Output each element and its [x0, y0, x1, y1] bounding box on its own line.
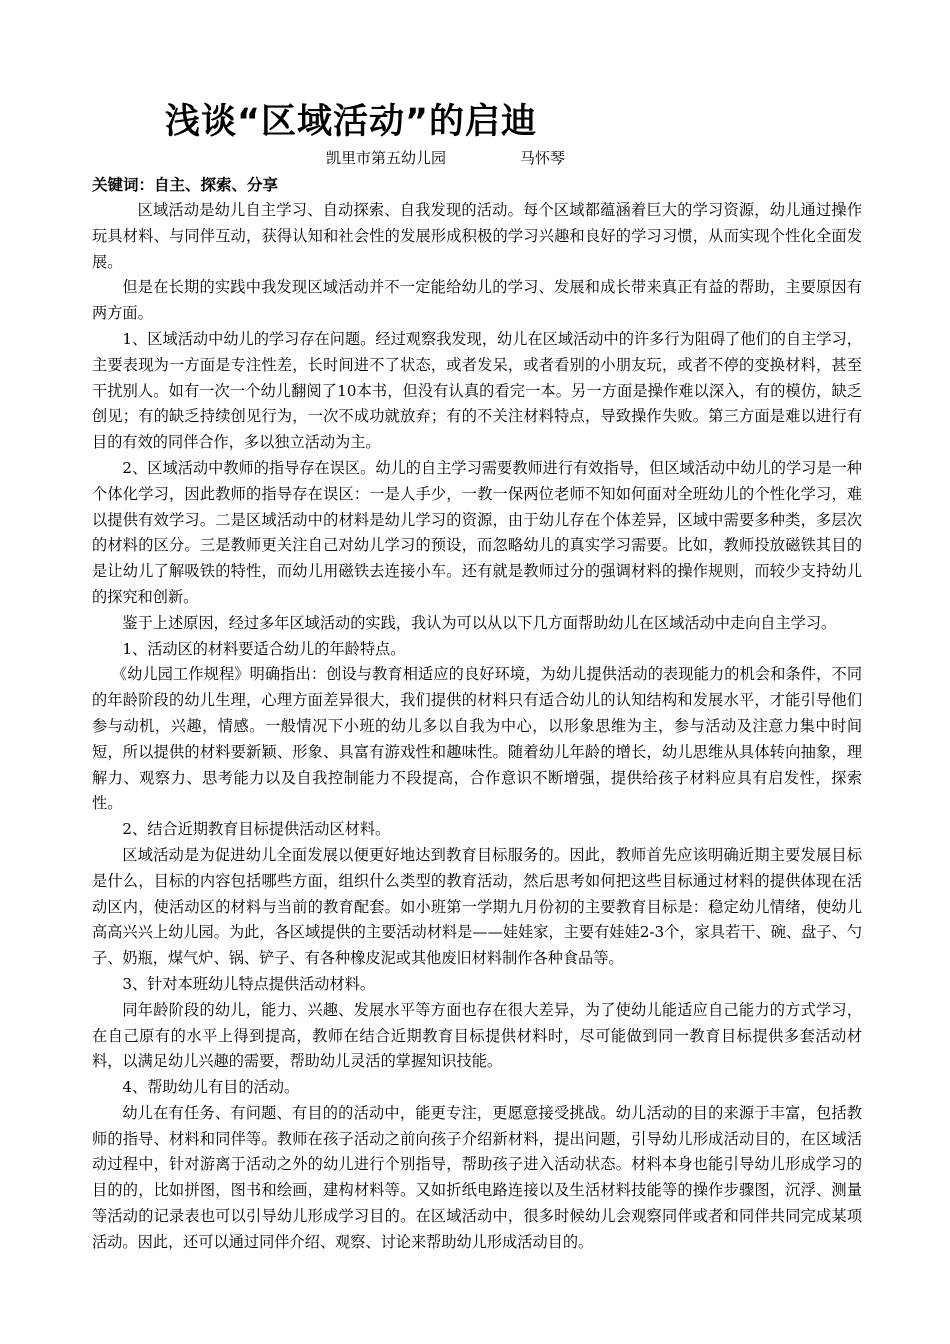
- keywords-line: 关键词：自主、探索、分享: [92, 176, 279, 194]
- paragraph: 1、活动区的材料要适合幼儿的年龄特点。: [122, 639, 406, 658]
- author-name: 马怀琴: [520, 149, 566, 167]
- paragraph: 4、帮助幼儿有目的活动。: [122, 1078, 300, 1097]
- paragraph: 2、结合近期教育目标提供活动区材料。: [122, 820, 391, 839]
- paragraph: 但是在长期的实践中我发现区域活动并不一定能给幼儿的学习、发展和成长带来真正有益的帮助，主要原因有两方面。: [92, 278, 862, 323]
- paragraph: 区域活动是幼儿自主学习、自动探索、自我发现的活动。每个区域都蕴涵着巨大的学习资源，幼儿通过操作玩具材料、与同伴互动，获得认知和社会性的发展形成积极的学习兴趣和良好的学习习惯，从而实现个性化全面发展。: [92, 201, 862, 271]
- document-title: 浅谈“区域活动”的启迪: [165, 102, 538, 142]
- paragraph: 鉴于上述原因，经过多年区域活动的实践，我认为可以从以下几方面帮助幼儿在区域活动中走向自主学习。: [122, 613, 837, 632]
- paragraph: 区域活动是为促进幼儿全面发展以便更好地达到教育目标服务的。因此，教师首先应该明确近期主要发展目标是什么，目标的内容包括哪些方面，组织什么类型的教育活动，然后思考如何把这些目标通过材料的提供体现在活动区内，使活动区的材料与当前的教育配套。如小班第一学期九月份初的主要教育目标是：稳定幼儿情绪，使幼儿高高兴兴上幼儿园。为此，各区域提供的主要活动材料是——娃娃家，主要有娃娃2-3个，家具若干、碗、盘子、勺子、奶瓶，煤气炉、锅、铲子、有各种橡皮泥或其他废旧材料制作各种食品等。: [92, 845, 862, 968]
- paragraph: 幼儿在有任务、有问题、有目的的活动中，能更专注，更愿意接受挑战。幼儿活动的目的来源于丰富，包括教师的指导、材料和同伴等。教师在孩子活动之前向孩子介绍新材料，提出问题，引导幼儿形成活动目的，在区域活动过程中，针对游离于活动之外的幼儿进行个别指导，帮助孩子进入活动状态。材料本身也能引导幼儿形成学习的目的的，比如拼图，图书和绘画，建构材料等。又如折纸电路连接以及生活材料技能等的操作步骤图，沉浮、测量等活动的记录表也可以引导幼儿形成学习目的。在区域活动中，很多时候幼儿会观察同伴或者和同伴共同完成某项活动。因此，还可以通过同伴介绍、观察、讨论来帮助幼儿形成活动目的。: [92, 1103, 862, 1251]
- paragraph: 同年龄阶段的幼儿，能力、兴趣、发展水平等方面也存在很大差异，为了使幼儿能适应自己能力的方式学习，在自己原有的水平上得到提高，教师在结合近期教育目标提供材料时，尽可能做到同一教育目标提供多套活动材料，以满足幼儿兴趣的需要，帮助幼儿灵活的掌握知识技能。: [92, 1000, 862, 1071]
- byline: [326, 148, 565, 168]
- paragraph: 《幼儿园工作规程》明确指出：创设与教育相适应的良好环境，为幼儿提供活动的表现能力的机会和条件，不同的年龄阶段的幼儿生理，心理方面差异很大，我们提供的材料只有适合幼儿的认知结构和发展水平，才能引导他们参与动机，兴趣，情感。一般情况下小班的幼儿多以自我为中心，以形象思维为主，参与活动及注意力集中时间短，所以提供的材料要新颖、形象、具富有游戏性和趣味性。随着幼儿年龄的增长，幼儿思维从具体转向抽象，理解力、观察力、思考能力以及自我控制能力不段提高，合作意识不断增强，提供给孩子材料应具有启发性，探索性。: [92, 665, 862, 813]
- paragraph: 2、区域活动中教师的指导存在误区。幼儿的自主学习需要教师进行有效指导，但区域活动中幼儿的学习是一种个体化学习，因此教师的指导存在误区：一是人手少，一教一保两位老师不知如何面对全班幼儿的个性化学习，难以提供有效学习。二是区域活动中的材料是幼儿学习的资源，由于幼儿存在个体差异，区域中需要多种类，多层次的材料的区分。三是教师更关注自己对幼儿学习的预设，而忽略幼儿的真实学习需要。比如，教师投放磁铁其目的是让幼儿了解吸铁的特性，而幼儿用磁铁去连接小车。还有就是教师过分的强调材料的操作规则，而较少支持幼儿的探究和创新。: [92, 458, 862, 606]
- document-body: [92, 198, 862, 1256]
- paragraph: 3、针对本班幼儿特点提供活动材料。: [122, 974, 376, 993]
- school-name: 凯里市第五幼儿园: [326, 149, 447, 167]
- paragraph: 1、区域活动中幼儿的学习存在问题。经过观察我发现，幼儿在区域活动中的许多行为阻碍了他们的自主学习，主要表现为一方面是专注性差，长时间进不了状态，或者发呆，或者看别的小朋友玩，或者不停的变换材料，甚至干扰别人。如有一次一个幼儿翻阅了10本书，但没有认真的看完一本。另一方面是操作难以深入，有的模仿，缺乏创见；有的缺乏持续创见行为，一次不成功就放弃；有的不关注材料特点，导致操作失败。第三方面是难以进行有目的有效的同伴合作，多以独立活动为主。: [92, 329, 862, 452]
